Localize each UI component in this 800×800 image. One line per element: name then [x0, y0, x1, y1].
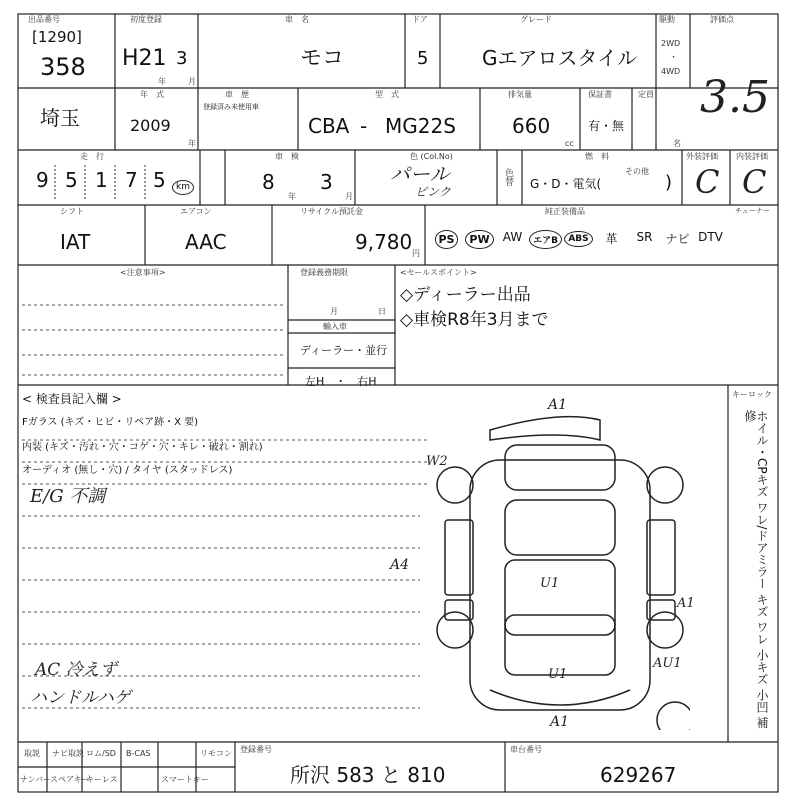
- mileage-digit: 1: [95, 168, 108, 192]
- recycle-label: リサイクル預託金: [300, 207, 363, 216]
- diagram-side-note: ホイル・CPキズ ワレ/ドアミラー キズ ワレ 小キズ 小凹 補修: [743, 410, 769, 729]
- ac-value: AAC: [185, 230, 227, 254]
- grade-label: グレード: [520, 15, 552, 24]
- name-label: 車 名: [285, 15, 309, 24]
- sales-point: ◇ディーラー出品: [400, 285, 531, 305]
- mileage-digit: 7: [125, 168, 138, 192]
- first-reg-era: H21: [122, 46, 167, 71]
- damage-mark: A1: [677, 596, 695, 611]
- yen-unit: 円: [412, 249, 420, 258]
- footer-item: スマートキー: [161, 775, 209, 784]
- audio-tire-condition: オーディオ (無し・穴) / タイヤ (スタッドレス): [22, 465, 233, 476]
- type-code: MG22S: [385, 114, 456, 138]
- type-prefix: CBA: [308, 114, 350, 138]
- fuel-value: G・D・電気(: [530, 177, 602, 191]
- score-label: 評価点: [710, 15, 734, 24]
- door-count: 5: [417, 48, 429, 69]
- grade-value: Gエアロスタイル: [482, 46, 638, 70]
- damage-mark: W2: [426, 454, 448, 469]
- tuner-label: チューナー: [735, 207, 770, 215]
- steering-side: 左H ・ 右H: [305, 375, 377, 388]
- plate-number: 所沢 583 と 810: [290, 763, 446, 787]
- month-unit: 月: [188, 77, 196, 86]
- interior-label: 内装評価: [736, 152, 768, 161]
- footer-item: B-CAS: [126, 749, 151, 758]
- fuel-close: ): [665, 172, 673, 193]
- recycle-value: 9,780: [355, 230, 413, 254]
- inspection-year: 8: [262, 170, 275, 194]
- notes-label: <注意事項>: [120, 268, 166, 277]
- chassis-label: 車台番号: [510, 745, 542, 754]
- first-reg-label: 初度登録: [130, 15, 162, 24]
- damage-mark: A4: [390, 557, 410, 573]
- interior-score: C: [742, 163, 767, 201]
- inspection-month-unit: 月: [345, 192, 353, 201]
- warranty-label: 保証書: [588, 90, 612, 99]
- damage-mark: U1: [540, 576, 560, 591]
- lot-number: 358: [40, 53, 86, 81]
- drive-dot: ・: [669, 53, 679, 63]
- damage-mark: A1: [550, 714, 570, 730]
- inspection-year-unit: 年: [288, 192, 296, 201]
- exhibit-no-label: 出品番号: [28, 15, 60, 24]
- history-note: 登録済み未使用車: [203, 103, 259, 111]
- person-unit: 名: [673, 139, 681, 148]
- history-label: 車 歴: [225, 90, 249, 99]
- color-label: 色 (Col.No): [410, 152, 453, 161]
- capacity-label: 定員: [638, 90, 654, 99]
- mileage-digit: 5: [65, 168, 78, 192]
- chassis-number: 629267: [600, 763, 677, 787]
- sales-point: ◇車検R8年3月まで: [400, 310, 549, 330]
- inspection-label: 車 検: [275, 152, 299, 161]
- equipment-label: 純正装備品: [545, 207, 585, 216]
- footer-item: ナンバー: [20, 775, 52, 784]
- drive-4wd: 4WD: [661, 67, 681, 76]
- equipment-item: SR: [636, 230, 653, 244]
- equipment-item: PS: [430, 230, 463, 249]
- displacement-label: 排気量: [508, 90, 532, 99]
- inspector-note: ハンドルハゲ: [30, 688, 131, 708]
- color-change-label: 色替: [503, 168, 513, 186]
- mileage-digit: 9: [36, 168, 49, 192]
- area-value: 埼玉: [40, 106, 80, 130]
- inspection-month: 3: [320, 170, 333, 194]
- sales-points-label: <セールスポイント>: [400, 268, 477, 277]
- registration-deadline-label: 登録義務期限: [300, 268, 348, 277]
- equipment-item: ABS: [562, 230, 595, 249]
- fuel-other: その他: [625, 167, 649, 176]
- footer-item: キーレス: [86, 775, 118, 784]
- footer-item: ロム/SD: [86, 749, 116, 758]
- ac-label: エアコン: [180, 207, 212, 216]
- car-name: モコ: [300, 46, 345, 71]
- footer-item: ナビ取説: [52, 749, 84, 758]
- drive-2wd: 2WD: [661, 39, 681, 48]
- footer-item: スペアキー: [50, 775, 90, 784]
- key-lock-label: キーロック: [732, 390, 772, 399]
- reg-day-unit: 日: [378, 307, 386, 316]
- type-label: 型 式: [375, 90, 399, 99]
- inspector-title: < 検査員記入欄 >: [22, 392, 122, 406]
- damage-mark: U1: [548, 667, 568, 682]
- damage-mark: AU1: [653, 656, 682, 671]
- inspector-note: E/G 不調: [30, 486, 106, 507]
- exterior-score: C: [695, 163, 720, 201]
- equipment-item: PW: [463, 230, 496, 249]
- model-year-value: 2009: [130, 116, 171, 135]
- cc-unit: cc: [565, 139, 574, 148]
- warranty-value: 有・無: [588, 119, 625, 133]
- year-unit: 年: [158, 77, 166, 86]
- mileage-label: 走 行: [80, 152, 104, 161]
- import-label: 輸入車: [323, 322, 347, 331]
- door-label: ドア: [412, 15, 428, 24]
- model-year-label: 年 式: [140, 90, 164, 99]
- color-value: パール: [390, 162, 450, 186]
- interior-condition: 内装 (キズ・汚れ・穴・コゲ・穴・キレ・破れ・割れ): [22, 442, 263, 453]
- reg-month-unit: 月: [330, 307, 338, 316]
- footer-item: リモコン: [200, 749, 232, 758]
- equipment-item: AW: [502, 230, 523, 244]
- plate-label: 登録番号: [240, 745, 272, 754]
- type-dash: -: [360, 114, 368, 138]
- km-unit: km: [172, 180, 194, 195]
- score-value: 3.5: [700, 72, 770, 123]
- footer-item: 取説: [24, 749, 40, 758]
- import-dealer: ディーラー・並行: [300, 344, 388, 357]
- model-year-unit: 年: [188, 139, 196, 148]
- fuel-label: 燃 料: [585, 152, 609, 161]
- color-note: ピンク: [415, 185, 451, 199]
- equipment-item: エアB: [529, 230, 562, 249]
- equipment-item: DTV: [698, 230, 723, 244]
- damage-mark: A1: [548, 397, 568, 413]
- equipment-list: [430, 230, 727, 249]
- displacement-value: 660: [512, 114, 551, 138]
- first-reg-month: 3: [176, 48, 188, 69]
- drive-label: 駆動: [659, 15, 675, 24]
- shift-label: シフト: [60, 207, 84, 216]
- inspector-note: AC 冷えず: [35, 660, 117, 680]
- equipment-item: 革: [605, 232, 618, 246]
- shift-value: IAT: [60, 230, 91, 254]
- mileage-digit: 5: [153, 168, 166, 192]
- lot-sub-number: [1290]: [32, 28, 82, 46]
- glass-condition: Fガラス (キズ・ヒビ・リペア跡・X 要): [22, 417, 199, 428]
- exterior-label: 外装評価: [686, 152, 718, 161]
- equipment-item: ナビ: [665, 232, 690, 246]
